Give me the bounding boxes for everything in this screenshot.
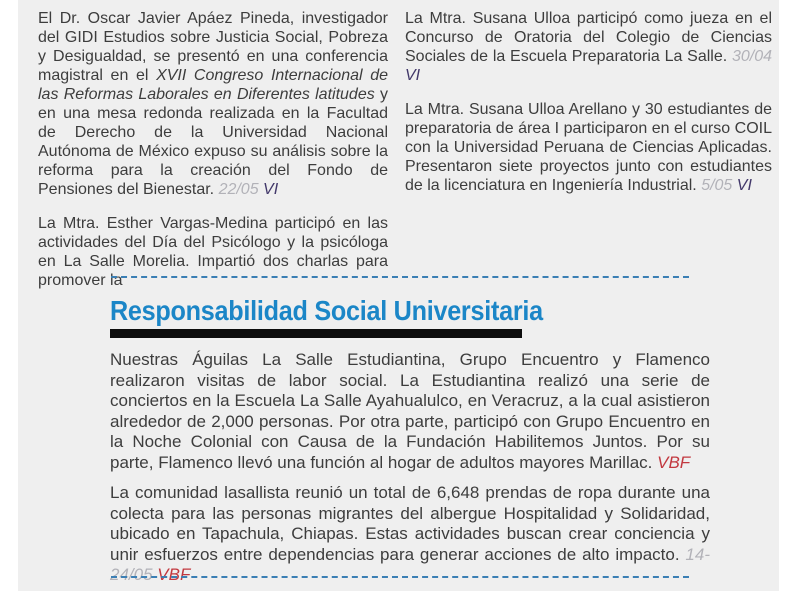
section-paragraph <box>110 350 710 473</box>
news-column-right <box>405 9 772 305</box>
dashed-divider-bottom <box>111 576 689 578</box>
news-column-left <box>38 9 388 305</box>
section-title-underline <box>110 329 522 338</box>
text-segment-normal: La Mtra. Susana Ulloa participó como jueza en el Concurso de Oratoria del Colegio de Ciencias Sociales de la Escuela Preparatoria La Salle. <box>405 10 772 65</box>
text-segment-normal: y en una mesa redonda realizada en la Facultad de Derecho de la Universidad Nacional Autónoma de México expuso su análisis sobre la reforma para la creación del Fondo de Pensiones del Bienestar. <box>38 86 388 198</box>
news-item <box>405 100 772 195</box>
news-columns <box>38 9 772 305</box>
section-title: Responsabilidad Social Universitaria <box>110 295 543 326</box>
section-body <box>110 350 710 591</box>
section-paragraph <box>110 483 710 586</box>
text-segment-tag-vi: VI <box>263 181 279 198</box>
news-item <box>38 214 388 290</box>
news-item <box>405 9 772 85</box>
news-item <box>38 9 388 199</box>
text-segment-normal: La Mtra. Susana Ulloa Arellano y 30 estudiantes de preparatoria de área I participaron en el curso COIL con la Universidad Peruana de Ciencias Aplicadas. Presentaron siete proyectos junto con estudiantes de la licenciatura en Ingeniería Industrial. <box>405 101 772 194</box>
text-segment-normal: La comunidad lasallista reunió un total de 6,648 prendas de ropa durante una colecta para las personas migrantes del albergue Hospitalidad y Solidaridad, ubicado en Tapachula, Chiapas. Estas actividades buscan crear conciencia y unir esfuerzos entre dependencias para generar acciones de alto impacto. <box>110 483 710 564</box>
text-segment-tag-vi: VI <box>405 67 421 84</box>
text-segment-date: 14-24/05 <box>110 544 710 584</box>
text-segment-italic: XVII Congreso Internacional de las Reformas Laborales en Diferentes latitudes <box>38 67 388 103</box>
text-segment-date: 22/05 <box>218 181 264 198</box>
text-segment-tag-vi: VI <box>736 177 752 194</box>
dashed-divider-top <box>111 276 689 278</box>
text-segment-normal: Nuestras Águilas La Salle Estudiantina, Grupo Encuentro y Flamenco realizaron visitas de labor social. La Estudiantina realizó una serie de conciertos en la Escuela La Salle Ayahualulco, en Veracruz, a la cual asistieron alrededor de 2,000 personas. Por otra parte, participó con Grupo Encuentro en la Noche Colonial con Causa de la Fundación Habilitemos Juntos. Por su parte, Flamenco llevó una función al hogar de adultos mayores Marillac. <box>110 350 710 472</box>
text-segment-normal: La Mtra. Esther Vargas-Medina participó en las actividades del Día del Psicólogo y la psicóloga en La Salle Morelia. Impartió dos charlas para promover la <box>38 215 388 289</box>
text-segment-normal: El Dr. Oscar Javier Apáez Pineda, investigador del GIDI Estudios sobre Justicia Social, Pobreza y Desigualdad, se presentó en una conferencia magistral en el <box>38 10 388 84</box>
newsletter-page <box>18 0 779 591</box>
text-segment-date: 30/04 <box>731 48 772 65</box>
text-segment-tag-vbf: VBF <box>657 452 691 472</box>
text-segment-tag-vbf: VBF <box>157 565 191 584</box>
text-segment-date: 5/05 <box>701 177 737 194</box>
